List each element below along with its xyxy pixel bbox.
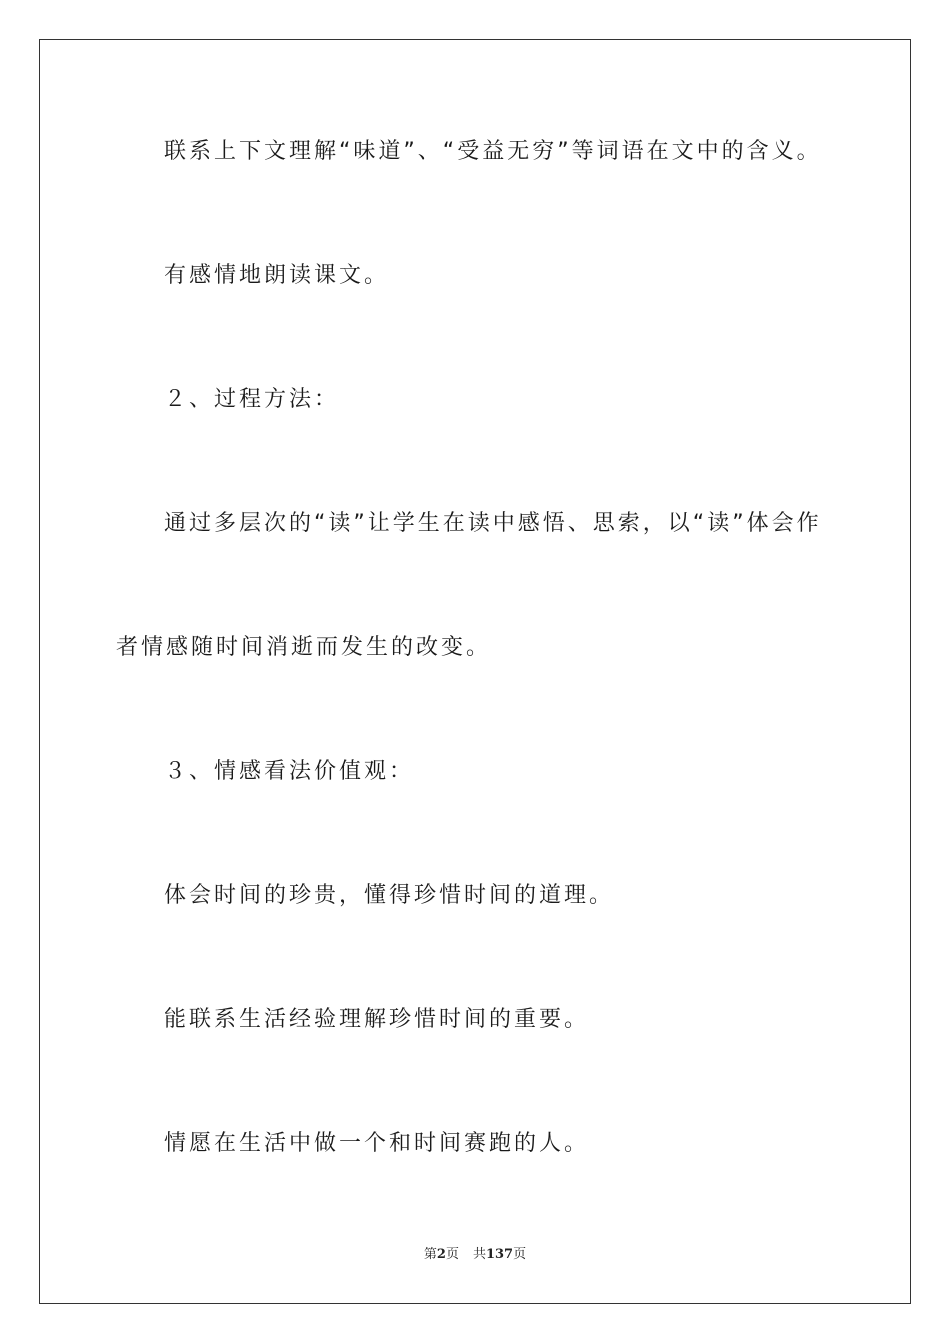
paragraph-line: 体会时间的珍贵，懂得珍惜时间的道理。 — [164, 883, 615, 908]
paragraph-line: 联系上下文理解“味道”、“受益无穷”等词语在文中的含义。 — [164, 139, 822, 164]
paragraph-line: 者情感随时间消逝而发生的改变。 — [116, 635, 492, 660]
paragraph-line: 有感情地朗读课文。 — [164, 263, 390, 288]
page-number: 2 — [436, 1247, 446, 1262]
paragraph-line: 能联系生活经验理解珍惜时间的重要。 — [164, 1007, 590, 1032]
page-footer — [0, 1246, 950, 1264]
paragraph-line: 通过多层次的“读”让学生在读中感悟、思索，以“读”体会作 — [164, 511, 822, 536]
section-heading: ２、过程方法： — [164, 387, 340, 412]
section-heading: ３、情感看法价值观： — [164, 759, 415, 784]
page-prefix: 第 — [423, 1247, 437, 1262]
page-suffix: 页 — [445, 1247, 459, 1262]
page-border — [39, 39, 911, 1304]
total-pages: 137 — [485, 1247, 514, 1262]
total-suffix: 页 — [513, 1247, 527, 1262]
paragraph-line: 情愿在生活中做一个和时间赛跑的人。 — [164, 1131, 590, 1156]
total-prefix: 共 — [472, 1247, 486, 1262]
